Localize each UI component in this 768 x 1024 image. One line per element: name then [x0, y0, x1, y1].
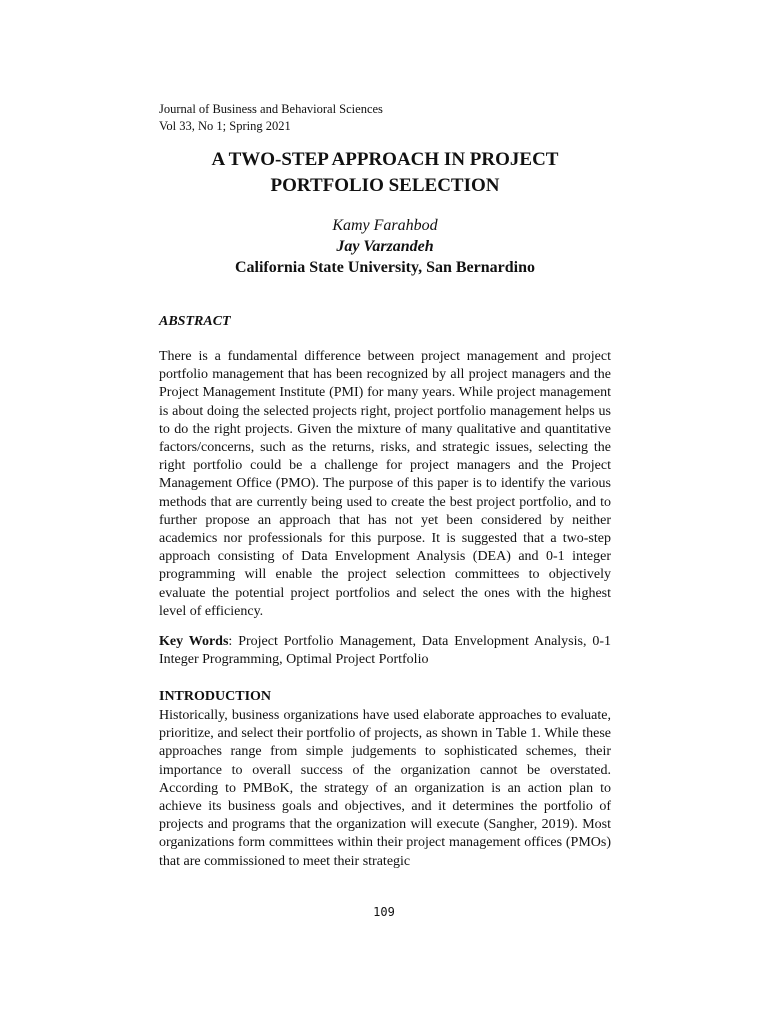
journal-volume: Vol 33, No 1; Spring 2021 — [159, 119, 291, 133]
author-name: Jay Varzandeh — [336, 238, 434, 255]
abstract-heading: ABSTRACT — [159, 314, 231, 329]
journal-header — [159, 101, 383, 135]
paper-title-line-2: PORTFOLIO SELECTION — [270, 175, 500, 196]
abstract-text: There is a fundamental difference between project management and project portfolio management that has been recognized by all project managers and the Project Management Institute (PMI) for many years. While project management is about doing the selected projects right, project portfolio management helps us to do the right projects. Given the mixture of many qualitative and quantitative factors/concerns, such as the returns, risks, and strategic issues, selecting the right portfolio could be a challenge for project managers and the Project Management Office (PMO). The purpose of this paper is to identify the various methods that are currently being used to create the best project portfolio, and to further propose an approach that has not yet been considered by neither academics nor professionals for this purpose. It is suggested that a two-step approach consisting of Data Envelopment Analysis (DEA) and 0-1 integer programming will enable the project selection committees to objectively evaluate the potential project portfolios and select the ones with the highest level of efficiency. — [159, 349, 611, 619]
paper-title-line-1: A TWO-STEP APPROACH IN PROJECT — [211, 149, 559, 170]
page-number: 109 — [373, 905, 395, 919]
author-affiliation: California State University, San Bernardino — [234, 259, 535, 276]
paper-title — [159, 147, 611, 199]
author-name: Kamy Farahbod — [332, 217, 438, 234]
journal-name: Journal of Business and Behavioral Sciences — [159, 102, 383, 116]
keywords-paragraph — [159, 633, 611, 669]
introduction-text: Historically, business organizations have used elaborate approaches to evaluate, prioritize, and select their portfolio of projects, as shown in Table 1. While these approaches range from simple judgements to sophisticated schemes, their importance to overall success of the organization cannot be overstated. According to PMBoK, the strategy of an organization is an action plan to achieve its business goals and objectives, and it determines the portfolio of projects and programs that the organization will execute (Sangher, 2019). Most organizations form committees within their project management offices (PMOs) that are commissioned to meet their strategic — [159, 708, 611, 869]
keywords-label: Key Words — [159, 634, 229, 649]
author-block — [159, 215, 611, 278]
keywords-text: : Project Portfolio Management, Data Envelopment Analysis, 0-1 Integer Programming, Optimal Project Portfolio — [159, 634, 612, 668]
introduction-heading: INTRODUCTION — [159, 689, 272, 704]
